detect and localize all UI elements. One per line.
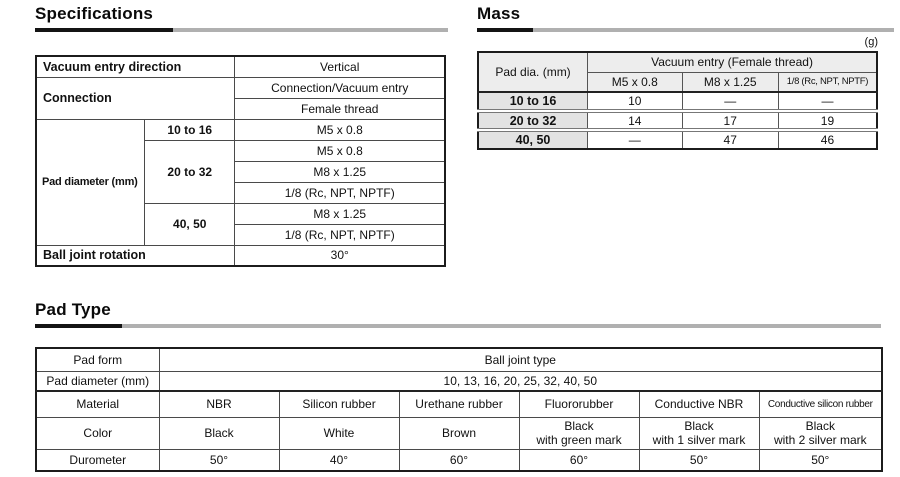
mass-size-label: 10 to 16 bbox=[478, 92, 588, 111]
spec-value: 1/8 (Rc, NPT, NPTF) bbox=[235, 224, 445, 245]
color-value bbox=[639, 417, 759, 449]
spec-row-vacuum-entry bbox=[36, 56, 445, 77]
spec-value: M8 x 1.25 bbox=[235, 161, 445, 182]
specifications-section bbox=[35, 3, 448, 267]
color-value bbox=[159, 417, 279, 449]
color-row bbox=[36, 417, 882, 449]
mass-column-header: 1/8 (Rc, NPT, NPTF) bbox=[778, 72, 877, 92]
spec-value: 30° bbox=[235, 245, 445, 266]
spec-value: M5 x 0.8 bbox=[235, 119, 445, 140]
material-value: Urethane rubber bbox=[399, 391, 519, 417]
mass-value: — bbox=[588, 130, 682, 149]
spec-row-ball-joint bbox=[36, 245, 445, 266]
spec-value: Connection/Vacuum entry bbox=[235, 77, 445, 98]
spec-label: Connection bbox=[36, 77, 235, 119]
mass-size-label: 40, 50 bbox=[478, 130, 588, 149]
spec-label: Pad diameter (mm) bbox=[36, 119, 145, 245]
durometer-value: 50° bbox=[759, 449, 882, 471]
spec-size-range: 40, 50 bbox=[145, 203, 235, 245]
specifications-table bbox=[35, 55, 446, 267]
mass-group-header: Vacuum entry (Female thread) bbox=[588, 52, 877, 72]
pad-row-label: Durometer bbox=[36, 449, 159, 471]
pad-row-label: Pad diameter (mm) bbox=[36, 371, 159, 391]
color-value bbox=[519, 417, 639, 449]
mass-value: 47 bbox=[682, 130, 778, 149]
durometer-row bbox=[36, 449, 882, 471]
pad-form-row bbox=[36, 348, 882, 371]
mass-value: — bbox=[778, 92, 877, 111]
spec-value: Female thread bbox=[235, 98, 445, 119]
material-value: NBR bbox=[159, 391, 279, 417]
pad-row-label: Color bbox=[36, 417, 159, 449]
material-value: Conductive NBR bbox=[639, 391, 759, 417]
color-line: with green mark bbox=[536, 433, 622, 447]
spec-size-range: 20 to 32 bbox=[145, 140, 235, 203]
mass-table bbox=[477, 51, 878, 150]
pad-type-table bbox=[35, 347, 883, 472]
color-line: with 2 silver mark bbox=[773, 433, 867, 447]
color-value bbox=[279, 417, 399, 449]
mass-value: 14 bbox=[588, 111, 682, 130]
durometer-value: 40° bbox=[279, 449, 399, 471]
mass-unit-label: (g) bbox=[864, 36, 878, 48]
color-line: with 1 silver mark bbox=[652, 433, 746, 447]
pad-row-label: Pad form bbox=[36, 348, 159, 371]
spec-label: Ball joint rotation bbox=[36, 245, 235, 266]
durometer-value: 60° bbox=[399, 449, 519, 471]
pad-type-section bbox=[35, 299, 881, 472]
material-value: Fluororubber bbox=[519, 391, 639, 417]
mass-value: 10 bbox=[588, 92, 682, 111]
color-line: Black bbox=[684, 419, 714, 433]
mass-size-label: 20 to 32 bbox=[478, 111, 588, 130]
pad-type-rule-accent bbox=[35, 324, 122, 328]
durometer-value: 50° bbox=[639, 449, 759, 471]
specifications-rule bbox=[35, 28, 448, 32]
color-line: White bbox=[323, 426, 355, 440]
mass-value: 17 bbox=[682, 111, 778, 130]
pad-diameter-value: 10, 13, 16, 20, 25, 32, 40, 50 bbox=[159, 371, 882, 391]
mass-data-row bbox=[478, 130, 877, 149]
pad-row-label: Material bbox=[36, 391, 159, 417]
color-line: Black bbox=[805, 419, 835, 433]
mass-data-row bbox=[478, 111, 877, 130]
durometer-value: 50° bbox=[159, 449, 279, 471]
color-line: Black bbox=[564, 419, 594, 433]
specifications-rule-accent bbox=[35, 28, 173, 32]
mass-row-header: Pad dia. (mm) bbox=[478, 52, 588, 92]
mass-rule bbox=[477, 28, 894, 32]
mass-value: 46 bbox=[778, 130, 877, 149]
specifications-title: Specifications bbox=[35, 4, 154, 23]
spec-value: M5 x 0.8 bbox=[235, 140, 445, 161]
material-value: Silicon rubber bbox=[279, 391, 399, 417]
spec-row-connection bbox=[36, 77, 445, 98]
spec-row-pad-diameter bbox=[36, 119, 445, 140]
spec-size-range: 10 to 16 bbox=[145, 119, 235, 140]
mass-data-row bbox=[478, 92, 877, 111]
color-value bbox=[399, 417, 519, 449]
spec-value: M8 x 1.25 bbox=[235, 203, 445, 224]
mass-column-header: M5 x 0.8 bbox=[588, 72, 682, 92]
pad-diameter-row bbox=[36, 371, 882, 391]
mass-section bbox=[477, 3, 894, 150]
pad-type-title: Pad Type bbox=[35, 300, 111, 319]
durometer-value: 60° bbox=[519, 449, 639, 471]
mass-column-header: M8 x 1.25 bbox=[682, 72, 778, 92]
material-row bbox=[36, 391, 882, 417]
spec-value: Vertical bbox=[235, 56, 445, 77]
mass-value: — bbox=[682, 92, 778, 111]
mass-rule-accent bbox=[477, 28, 533, 32]
spec-label: Vacuum entry direction bbox=[36, 56, 235, 77]
pad-type-rule bbox=[35, 324, 881, 328]
mass-header-row-1 bbox=[478, 52, 877, 72]
spec-value: 1/8 (Rc, NPT, NPTF) bbox=[235, 182, 445, 203]
color-value bbox=[759, 417, 882, 449]
color-line: Black bbox=[204, 426, 234, 440]
mass-title: Mass bbox=[477, 4, 521, 23]
mass-value: 19 bbox=[778, 111, 877, 130]
material-value: Conductive silicon rubber bbox=[759, 391, 882, 417]
pad-form-value: Ball joint type bbox=[159, 348, 882, 371]
color-line: Brown bbox=[441, 426, 476, 440]
